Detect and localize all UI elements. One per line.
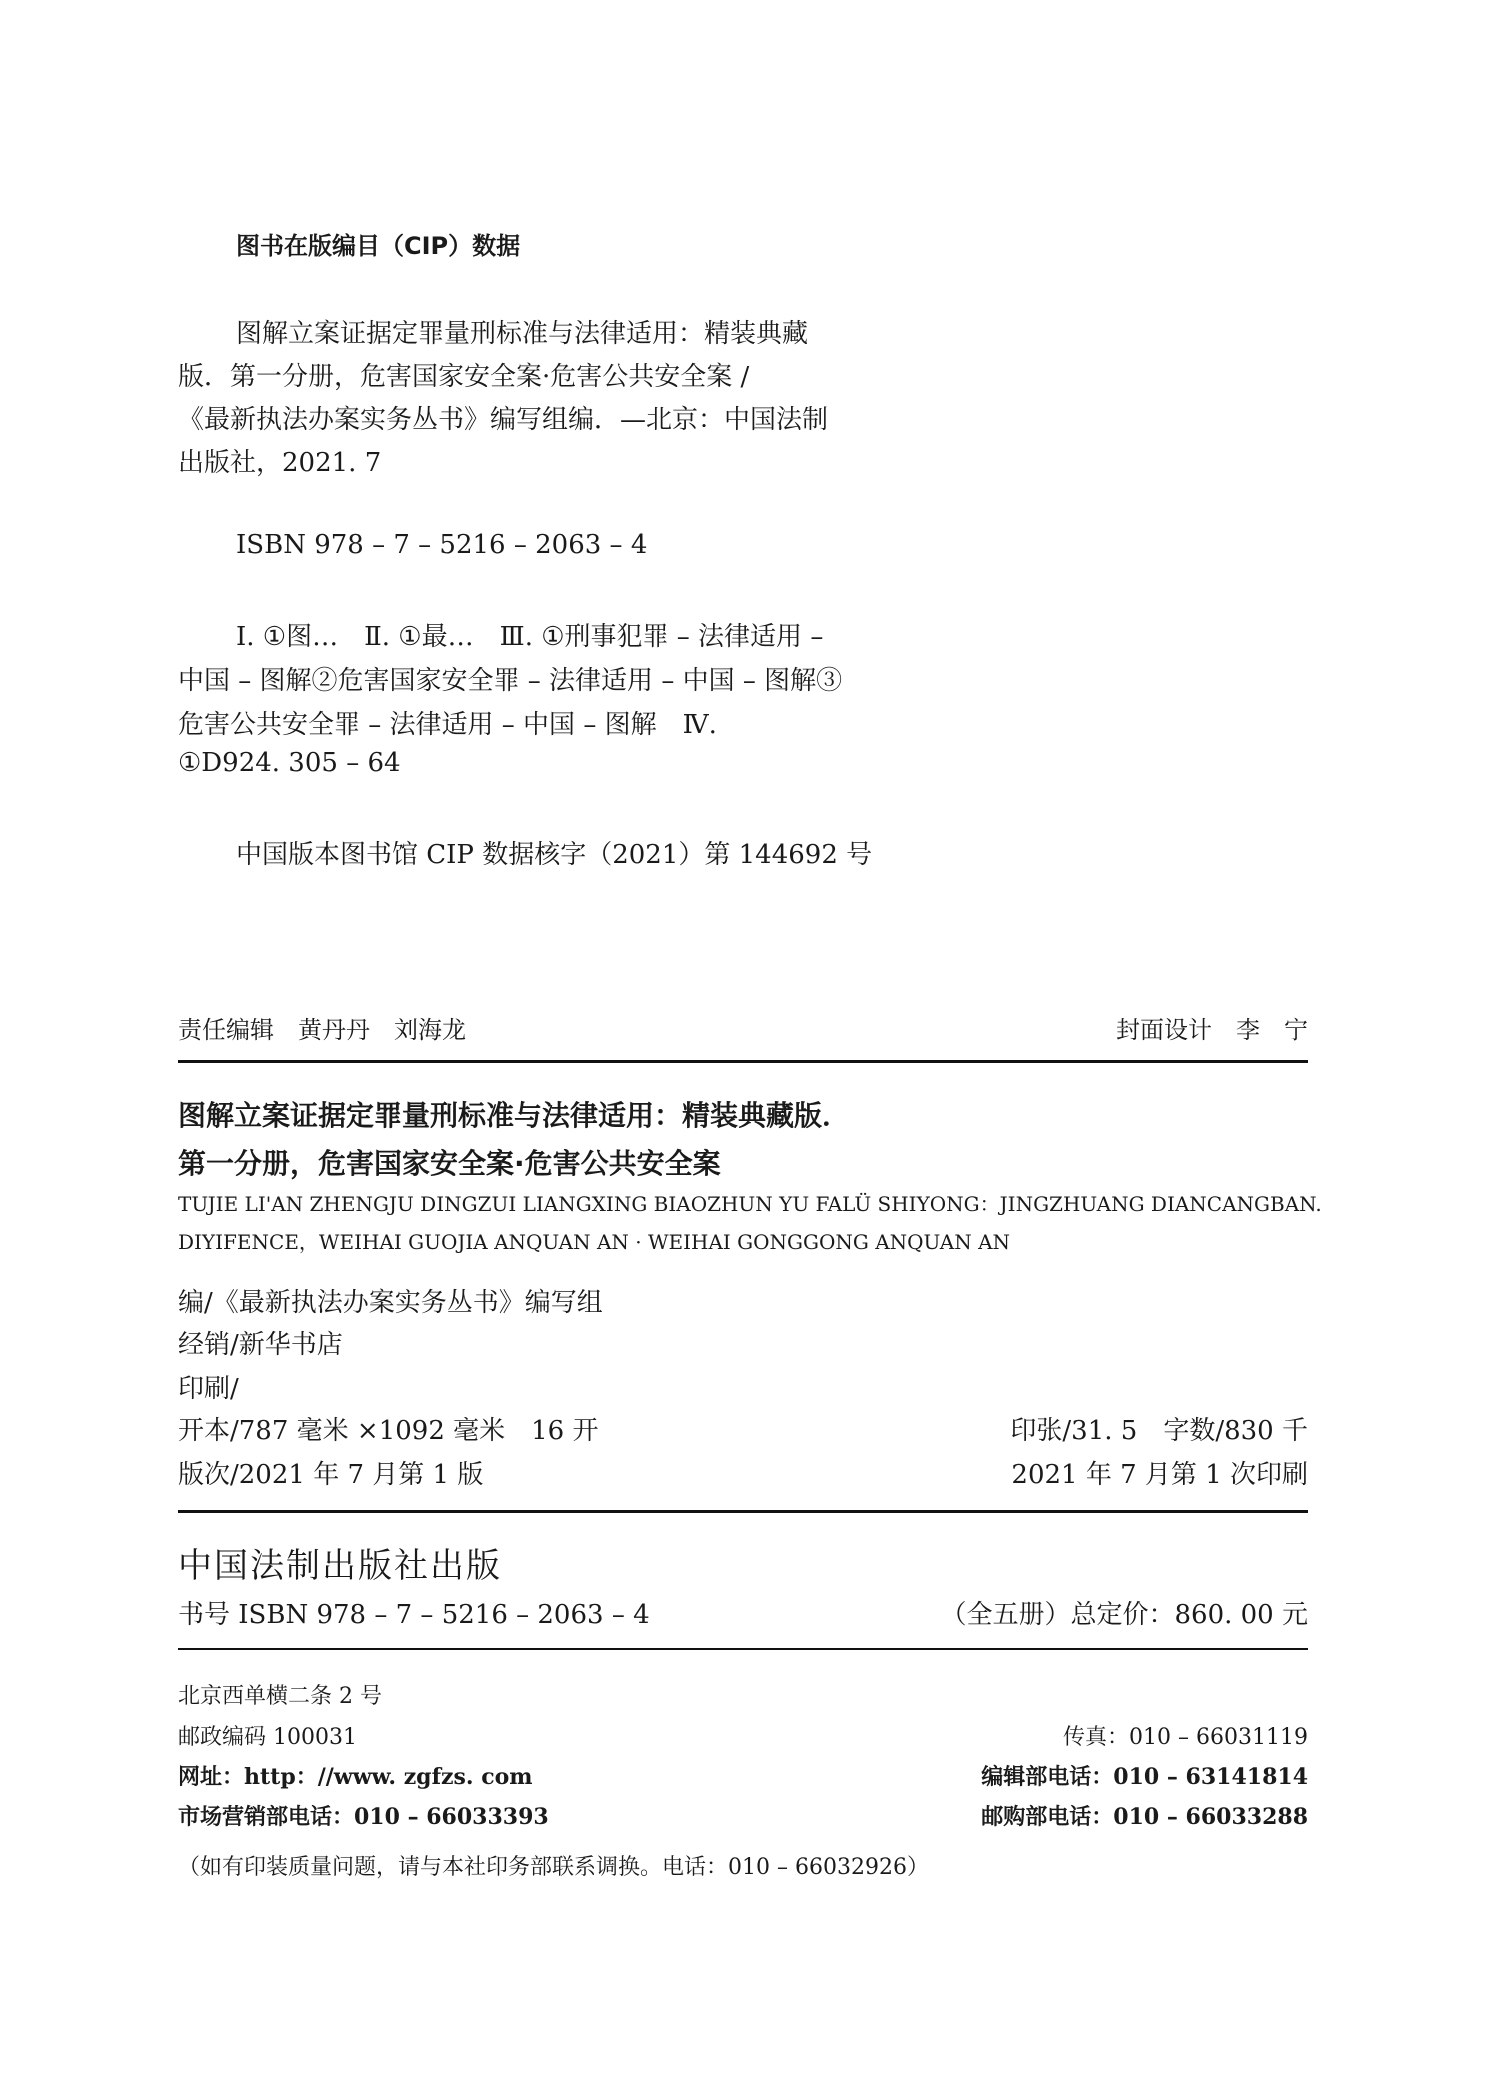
- cip-verification: 中国版本图书馆 CIP 数据核字（2021）第 144692 号: [236, 840, 873, 870]
- quality-notice: （如有印装质量问题，请与本社印务部联系调换。电话：010 – 66032926）: [178, 1855, 929, 1880]
- editorial-phone: 编辑部电话：010 – 63141814: [981, 1764, 1308, 1790]
- marketing-phone: 市场营销部电话：010 – 66033393: [178, 1804, 549, 1830]
- credits-row: [178, 1010, 1308, 1045]
- pinyin-title-line: TUJIE LI'AN ZHENGJU DINGZUI LIANGXING BIAOZHUN YU FALÜ SHIYONG：JINGZHUANG DIANCANGBAN.: [178, 1192, 1322, 1216]
- website: 网址：http：//www. zgfzs. com: [178, 1764, 533, 1790]
- cip-record-line: 出版社，2021. 7: [178, 448, 382, 478]
- cip-record-line: 图解立案证据定罪量刑标准与法律适用：精装典藏: [236, 319, 809, 349]
- book-number: 书号 ISBN 978 – 7 – 5216 – 2063 – 4: [178, 1600, 650, 1630]
- spec-format: 开本/787 毫米 ×1092 毫米 16 开: [178, 1416, 599, 1446]
- spec-printing: 2021 年 7 月第 1 次印刷: [1011, 1460, 1308, 1490]
- contact-row: [178, 1720, 1308, 1751]
- spec-sheets-words: 印张/31. 5 字数/830 千: [1010, 1416, 1308, 1446]
- divider-rule: [178, 1648, 1308, 1650]
- cip-heading: 图书在版编目（CIP）数据: [236, 232, 521, 260]
- cip-classification-line: ①D924. 305 – 64: [178, 748, 401, 778]
- spec-editor: 编/《最新执法办案实务丛书》编写组: [178, 1288, 603, 1318]
- responsible-editors: 责任编辑 黄丹丹 刘海龙: [178, 1016, 466, 1044]
- cip-classification-line: 中国 – 图解②危害国家安全罪 – 法律适用 – 中国 – 图解③: [178, 666, 843, 696]
- total-price: （全五册）总定价：860. 00 元: [940, 1600, 1308, 1630]
- cip-classification-line: 危害公共安全罪 – 法律适用 – 中国 – 图解 Ⅳ.: [178, 710, 717, 740]
- cover-design: 封面设计 李 宁: [1116, 1016, 1308, 1044]
- postcode: 邮政编码 100031: [178, 1725, 357, 1750]
- contact-row: [178, 1760, 1308, 1791]
- spec-row: [178, 1454, 1308, 1491]
- book-title-line: 第一分册，危害国家安全案·危害公共安全案: [178, 1147, 721, 1180]
- spec-distributor: 经销/新华书店: [178, 1330, 343, 1360]
- publisher-name: 中国法制出版社出版: [178, 1546, 502, 1586]
- book-title-line: 图解立案证据定罪量刑标准与法律适用：精装典藏版．: [178, 1099, 851, 1132]
- cip-isbn: ISBN 978 – 7 – 5216 – 2063 – 4: [236, 530, 648, 560]
- spec-printer: 印刷/: [178, 1374, 239, 1404]
- mail-order-phone: 邮购部电话：010 – 66033288: [981, 1804, 1308, 1830]
- cip-record-line: 《最新执法办案实务丛书》编写组编．—北京：中国法制: [178, 405, 829, 435]
- spec-edition: 版次/2021 年 7 月第 1 版: [178, 1460, 484, 1490]
- cip-record-line: 版．第一分册，危害国家安全案·危害公共安全案 /: [178, 362, 750, 392]
- fax: 传真：010 – 66031119: [1063, 1725, 1308, 1750]
- pinyin-title-line: DIYIFENCE，WEIHAI GUOJIA ANQUAN AN · WEIHAI GONGGONG ANQUAN AN: [178, 1230, 1011, 1254]
- address: 北京西单横二条 2 号: [178, 1684, 382, 1709]
- publisher-row: [178, 1594, 1308, 1631]
- cip-classification-line: Ⅰ. ①图… Ⅱ. ①最… Ⅲ. ①刑事犯罪 – 法律适用 –: [236, 622, 824, 652]
- contact-row: [178, 1800, 1308, 1831]
- divider-rule: [178, 1060, 1308, 1063]
- divider-rule: [178, 1510, 1308, 1513]
- spec-row: [178, 1410, 1308, 1447]
